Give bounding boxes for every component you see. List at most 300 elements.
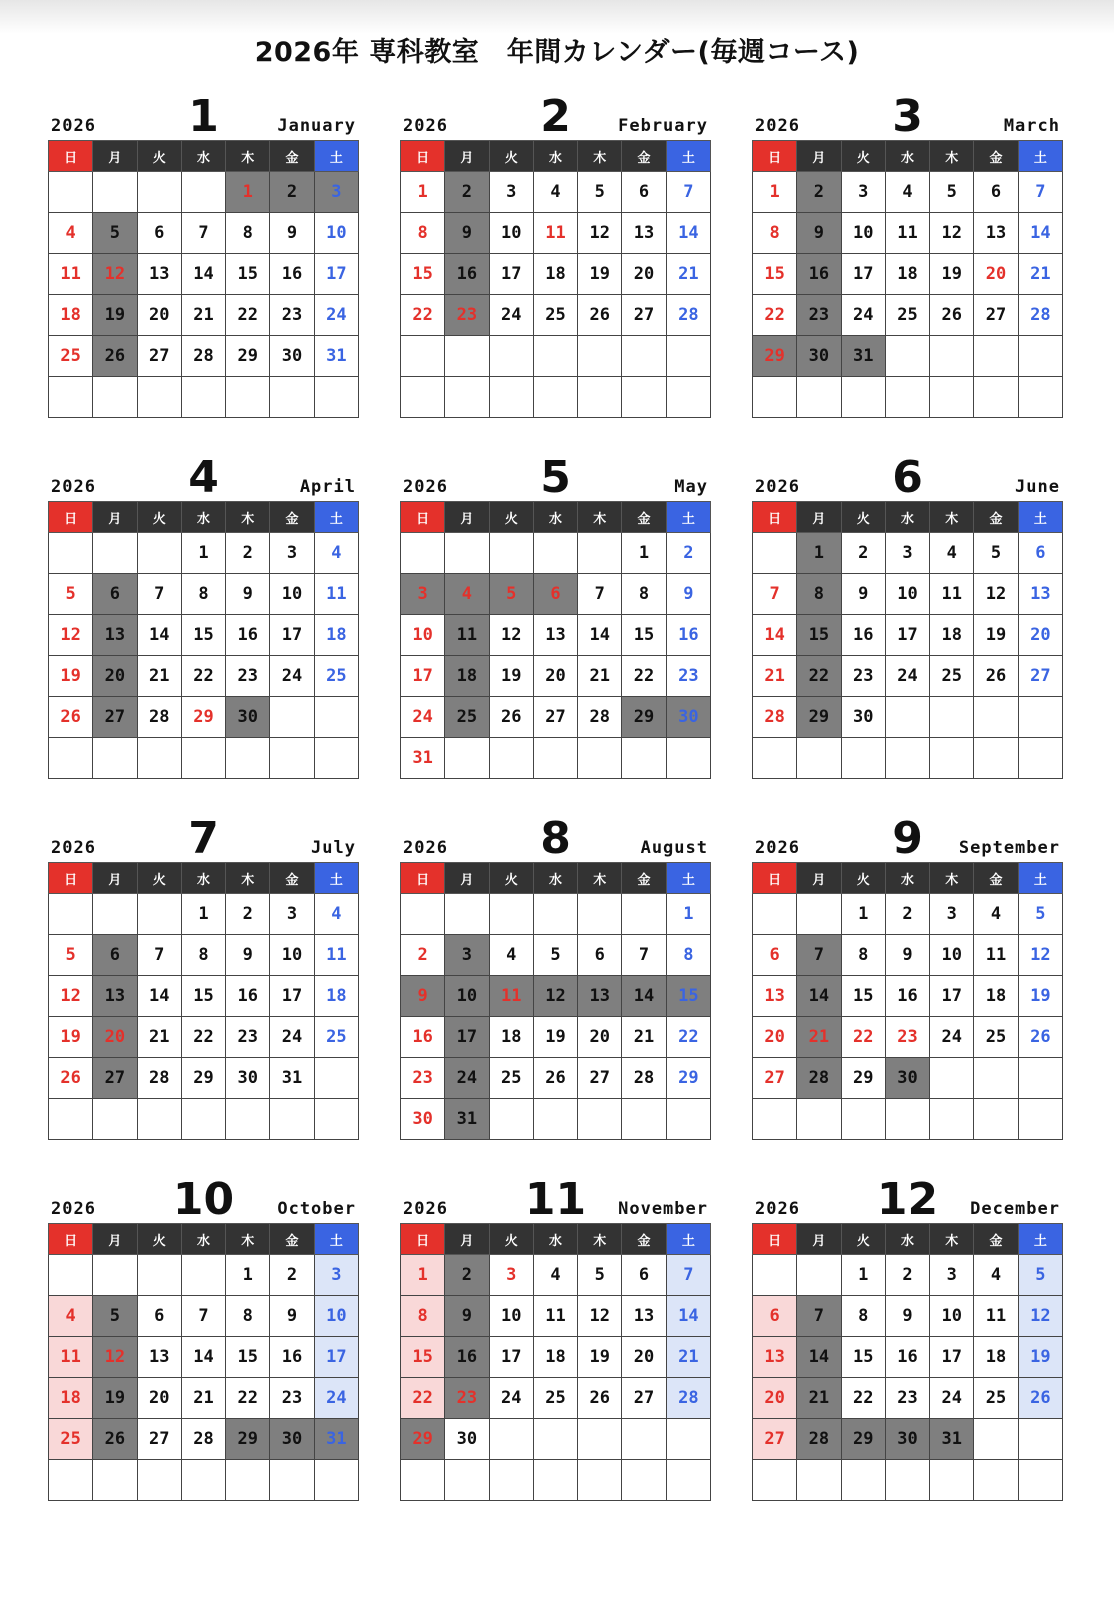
day-cell: 13 xyxy=(622,1296,666,1337)
empty-day-cell xyxy=(314,1058,358,1099)
day-cell: 11 xyxy=(49,1337,93,1378)
day-cell: 16 xyxy=(445,254,489,295)
empty-day-cell xyxy=(578,377,622,418)
weekday-header: 日 xyxy=(49,1224,93,1255)
weekday-header: 木 xyxy=(930,1224,974,1255)
week-row xyxy=(49,1017,359,1058)
day-cell: 11 xyxy=(533,1296,577,1337)
empty-day-cell xyxy=(93,1255,137,1296)
weekday-header: 日 xyxy=(753,141,797,172)
month-name: September xyxy=(958,838,1060,858)
day-cell: 23 xyxy=(841,656,885,697)
day-cell: 24 xyxy=(885,656,929,697)
empty-day-cell xyxy=(974,1099,1018,1140)
day-cell: 3 xyxy=(270,533,314,574)
weekday-header: 月 xyxy=(797,502,841,533)
day-cell: 4 xyxy=(930,533,974,574)
day-cell: 2 xyxy=(445,172,489,213)
month-calendar xyxy=(752,1173,1063,1501)
week-row xyxy=(49,1296,359,1337)
day-cell: 15 xyxy=(622,615,666,656)
empty-day-cell xyxy=(753,894,797,935)
day-cell: 4 xyxy=(974,1255,1018,1296)
day-cell: 18 xyxy=(533,254,577,295)
day-cell: 10 xyxy=(270,574,314,615)
day-cell: 26 xyxy=(93,1419,137,1460)
week-row xyxy=(401,1017,711,1058)
day-cell: 13 xyxy=(753,976,797,1017)
weekday-header-row xyxy=(753,502,1063,533)
day-cell: 3 xyxy=(930,1255,974,1296)
empty-day-cell xyxy=(622,1099,666,1140)
weekday-header-row xyxy=(49,1224,359,1255)
day-cell: 2 xyxy=(885,1255,929,1296)
day-cell: 21 xyxy=(181,295,225,336)
day-cell: 16 xyxy=(270,254,314,295)
day-cell: 28 xyxy=(578,697,622,738)
empty-day-cell xyxy=(578,738,622,779)
day-cell: 14 xyxy=(666,213,710,254)
empty-day-cell xyxy=(226,1460,270,1501)
weekday-header: 木 xyxy=(578,141,622,172)
day-cell: 29 xyxy=(797,697,841,738)
day-cell: 27 xyxy=(974,295,1018,336)
month-calendar xyxy=(752,90,1063,418)
empty-day-cell xyxy=(93,1099,137,1140)
day-cell: 17 xyxy=(445,1017,489,1058)
empty-day-cell xyxy=(622,336,666,377)
day-cell: 2 xyxy=(797,172,841,213)
empty-day-cell xyxy=(181,172,225,213)
week-row xyxy=(753,172,1063,213)
empty-day-cell xyxy=(49,1099,93,1140)
weekday-header: 金 xyxy=(974,1224,1018,1255)
day-cell: 17 xyxy=(841,254,885,295)
day-cell: 22 xyxy=(181,1017,225,1058)
day-cell: 6 xyxy=(753,1296,797,1337)
empty-day-cell xyxy=(578,336,622,377)
day-cell: 25 xyxy=(885,295,929,336)
year-label: 2026 xyxy=(403,477,448,497)
empty-day-cell xyxy=(533,533,577,574)
month-day-grid xyxy=(752,1223,1063,1501)
empty-day-cell xyxy=(93,172,137,213)
weekday-header: 水 xyxy=(885,141,929,172)
month-calendar xyxy=(48,1173,359,1501)
week-row xyxy=(49,1419,359,1460)
weekday-header: 日 xyxy=(753,1224,797,1255)
day-cell: 29 xyxy=(226,1419,270,1460)
weekday-header-row xyxy=(401,863,711,894)
empty-day-cell xyxy=(49,1460,93,1501)
day-cell: 6 xyxy=(622,172,666,213)
month-number: 11 xyxy=(524,1174,587,1225)
weekday-header: 水 xyxy=(885,1224,929,1255)
month-number: 7 xyxy=(188,813,219,864)
empty-day-cell xyxy=(137,1460,181,1501)
week-row xyxy=(49,1058,359,1099)
day-cell: 22 xyxy=(401,1378,445,1419)
week-row xyxy=(401,533,711,574)
week-row xyxy=(49,254,359,295)
day-cell: 9 xyxy=(226,574,270,615)
day-cell: 1 xyxy=(181,894,225,935)
day-cell: 8 xyxy=(753,213,797,254)
weekday-header: 月 xyxy=(445,863,489,894)
weekday-header: 日 xyxy=(753,863,797,894)
day-cell: 19 xyxy=(1018,976,1062,1017)
weekday-header-row xyxy=(753,1224,1063,1255)
empty-day-cell xyxy=(489,1460,533,1501)
day-cell: 9 xyxy=(841,574,885,615)
day-cell: 2 xyxy=(270,1255,314,1296)
day-cell: 17 xyxy=(314,1337,358,1378)
day-cell: 13 xyxy=(578,976,622,1017)
empty-day-cell xyxy=(974,738,1018,779)
day-cell: 23 xyxy=(401,1058,445,1099)
empty-day-cell xyxy=(49,172,93,213)
day-cell: 8 xyxy=(841,935,885,976)
day-cell: 15 xyxy=(841,1337,885,1378)
day-cell: 1 xyxy=(797,533,841,574)
day-cell: 24 xyxy=(489,295,533,336)
week-row xyxy=(401,894,711,935)
day-cell: 31 xyxy=(314,1419,358,1460)
weekday-header: 日 xyxy=(401,502,445,533)
weekday-header: 土 xyxy=(666,141,710,172)
day-cell: 22 xyxy=(226,1378,270,1419)
month-day-grid xyxy=(48,1223,359,1501)
day-cell: 6 xyxy=(137,1296,181,1337)
day-cell: 30 xyxy=(445,1419,489,1460)
empty-day-cell xyxy=(49,1255,93,1296)
weekday-header: 火 xyxy=(137,1224,181,1255)
month-header xyxy=(752,1173,1063,1223)
weekday-header: 金 xyxy=(622,141,666,172)
day-cell: 24 xyxy=(489,1378,533,1419)
day-cell: 12 xyxy=(974,574,1018,615)
day-cell: 6 xyxy=(622,1255,666,1296)
month-header xyxy=(752,90,1063,140)
week-row xyxy=(753,656,1063,697)
week-row xyxy=(753,1099,1063,1140)
weekday-header: 土 xyxy=(314,502,358,533)
day-cell: 28 xyxy=(753,697,797,738)
day-cell: 27 xyxy=(533,697,577,738)
month-header xyxy=(48,451,359,501)
day-cell: 22 xyxy=(797,656,841,697)
day-cell: 16 xyxy=(401,1017,445,1058)
day-cell: 21 xyxy=(1018,254,1062,295)
week-row xyxy=(753,1017,1063,1058)
year-label: 2026 xyxy=(51,838,96,858)
week-row xyxy=(753,1296,1063,1337)
week-row xyxy=(49,533,359,574)
weekday-header: 金 xyxy=(974,863,1018,894)
weekday-header: 木 xyxy=(578,502,622,533)
weekday-header: 水 xyxy=(181,502,225,533)
empty-day-cell xyxy=(137,1099,181,1140)
weekday-header: 金 xyxy=(622,863,666,894)
week-row xyxy=(401,1337,711,1378)
empty-day-cell xyxy=(885,697,929,738)
day-cell: 26 xyxy=(489,697,533,738)
weekday-header: 月 xyxy=(797,141,841,172)
day-cell: 24 xyxy=(314,295,358,336)
weekday-header: 火 xyxy=(137,141,181,172)
day-cell: 6 xyxy=(974,172,1018,213)
empty-day-cell xyxy=(533,894,577,935)
week-row xyxy=(401,172,711,213)
empty-day-cell xyxy=(93,738,137,779)
weekday-header: 火 xyxy=(841,141,885,172)
weekday-header: 木 xyxy=(226,141,270,172)
empty-day-cell xyxy=(49,894,93,935)
day-cell: 20 xyxy=(578,1017,622,1058)
day-cell: 17 xyxy=(270,976,314,1017)
empty-day-cell xyxy=(797,1460,841,1501)
empty-day-cell xyxy=(270,377,314,418)
week-row xyxy=(401,377,711,418)
day-cell: 28 xyxy=(622,1058,666,1099)
month-calendar xyxy=(752,812,1063,1140)
day-cell: 15 xyxy=(841,976,885,1017)
week-row xyxy=(49,738,359,779)
week-row xyxy=(401,574,711,615)
day-cell: 7 xyxy=(1018,172,1062,213)
day-cell: 22 xyxy=(401,295,445,336)
day-cell: 14 xyxy=(753,615,797,656)
day-cell: 7 xyxy=(666,172,710,213)
day-cell: 2 xyxy=(885,894,929,935)
empty-day-cell xyxy=(578,1419,622,1460)
day-cell: 26 xyxy=(578,1378,622,1419)
empty-day-cell xyxy=(137,1255,181,1296)
week-row xyxy=(753,574,1063,615)
day-cell: 20 xyxy=(622,254,666,295)
day-cell: 17 xyxy=(930,1337,974,1378)
day-cell: 8 xyxy=(622,574,666,615)
empty-day-cell xyxy=(930,697,974,738)
day-cell: 19 xyxy=(93,1378,137,1419)
day-cell: 3 xyxy=(930,894,974,935)
empty-day-cell xyxy=(445,336,489,377)
empty-day-cell xyxy=(622,738,666,779)
day-cell: 26 xyxy=(578,295,622,336)
empty-day-cell xyxy=(841,738,885,779)
week-row xyxy=(49,336,359,377)
day-cell: 4 xyxy=(49,213,93,254)
day-cell: 10 xyxy=(885,574,929,615)
day-cell: 30 xyxy=(270,1419,314,1460)
day-cell: 27 xyxy=(622,1378,666,1419)
weekday-header: 金 xyxy=(622,1224,666,1255)
empty-day-cell xyxy=(401,1460,445,1501)
day-cell: 2 xyxy=(666,533,710,574)
empty-day-cell xyxy=(797,1099,841,1140)
day-cell: 26 xyxy=(93,336,137,377)
day-cell: 19 xyxy=(49,1017,93,1058)
day-cell: 10 xyxy=(445,976,489,1017)
month-header xyxy=(400,812,711,862)
year-label: 2026 xyxy=(755,116,800,136)
day-cell: 19 xyxy=(93,295,137,336)
weekday-header: 日 xyxy=(753,502,797,533)
day-cell: 6 xyxy=(137,213,181,254)
day-cell: 21 xyxy=(578,656,622,697)
empty-day-cell xyxy=(1018,336,1062,377)
day-cell: 31 xyxy=(270,1058,314,1099)
day-cell: 15 xyxy=(753,254,797,295)
day-cell: 11 xyxy=(314,574,358,615)
day-cell: 10 xyxy=(841,213,885,254)
empty-day-cell xyxy=(181,377,225,418)
empty-day-cell xyxy=(930,336,974,377)
day-cell: 6 xyxy=(753,935,797,976)
weekday-header: 木 xyxy=(578,1224,622,1255)
empty-day-cell xyxy=(666,1419,710,1460)
day-cell: 13 xyxy=(137,1337,181,1378)
day-cell: 13 xyxy=(137,254,181,295)
weekday-header: 月 xyxy=(93,141,137,172)
month-day-grid xyxy=(752,140,1063,418)
empty-day-cell xyxy=(1018,1419,1062,1460)
week-row xyxy=(401,213,711,254)
day-cell: 23 xyxy=(445,295,489,336)
day-cell: 9 xyxy=(666,574,710,615)
day-cell: 21 xyxy=(753,656,797,697)
empty-day-cell xyxy=(489,738,533,779)
empty-day-cell xyxy=(578,894,622,935)
day-cell: 1 xyxy=(226,1255,270,1296)
empty-day-cell xyxy=(753,377,797,418)
empty-day-cell xyxy=(885,738,929,779)
empty-day-cell xyxy=(797,894,841,935)
weekday-header: 土 xyxy=(1018,502,1062,533)
empty-day-cell xyxy=(445,738,489,779)
day-cell: 25 xyxy=(314,1017,358,1058)
week-row xyxy=(753,336,1063,377)
day-cell: 13 xyxy=(753,1337,797,1378)
year-label: 2026 xyxy=(51,477,96,497)
week-row xyxy=(401,656,711,697)
week-row xyxy=(49,1099,359,1140)
day-cell: 12 xyxy=(578,213,622,254)
day-cell: 7 xyxy=(137,935,181,976)
weekday-header: 月 xyxy=(445,1224,489,1255)
week-row xyxy=(49,574,359,615)
weekday-header: 土 xyxy=(314,141,358,172)
month-calendar xyxy=(48,812,359,1140)
weekday-header: 土 xyxy=(1018,1224,1062,1255)
day-cell: 3 xyxy=(314,1255,358,1296)
month-day-grid xyxy=(48,501,359,779)
day-cell: 31 xyxy=(841,336,885,377)
day-cell: 21 xyxy=(622,1017,666,1058)
day-cell: 4 xyxy=(49,1296,93,1337)
weekday-header: 木 xyxy=(226,1224,270,1255)
day-cell: 17 xyxy=(401,656,445,697)
day-cell: 5 xyxy=(489,574,533,615)
empty-day-cell xyxy=(401,377,445,418)
day-cell: 12 xyxy=(578,1296,622,1337)
day-cell: 3 xyxy=(445,935,489,976)
day-cell: 29 xyxy=(622,697,666,738)
day-cell: 19 xyxy=(49,656,93,697)
month-name: August xyxy=(640,838,708,858)
day-cell: 17 xyxy=(314,254,358,295)
empty-day-cell xyxy=(666,336,710,377)
weekday-header: 金 xyxy=(270,1224,314,1255)
day-cell: 4 xyxy=(885,172,929,213)
day-cell: 8 xyxy=(401,213,445,254)
day-cell: 9 xyxy=(797,213,841,254)
empty-day-cell xyxy=(885,1099,929,1140)
day-cell: 9 xyxy=(885,1296,929,1337)
day-cell: 6 xyxy=(578,935,622,976)
day-cell: 25 xyxy=(533,295,577,336)
empty-day-cell xyxy=(841,377,885,418)
day-cell: 3 xyxy=(489,1255,533,1296)
day-cell: 12 xyxy=(49,976,93,1017)
day-cell: 11 xyxy=(489,976,533,1017)
day-cell: 9 xyxy=(401,976,445,1017)
day-cell: 19 xyxy=(930,254,974,295)
week-row xyxy=(401,1378,711,1419)
day-cell: 9 xyxy=(885,935,929,976)
month-day-grid xyxy=(752,862,1063,1140)
month-number: 8 xyxy=(540,813,571,864)
weekday-header-row xyxy=(49,141,359,172)
week-row xyxy=(49,894,359,935)
empty-day-cell xyxy=(797,377,841,418)
weekday-header-row xyxy=(401,502,711,533)
weekday-header: 日 xyxy=(49,141,93,172)
month-header xyxy=(752,812,1063,862)
week-row xyxy=(401,738,711,779)
empty-day-cell xyxy=(181,1460,225,1501)
week-row xyxy=(401,1419,711,1460)
empty-day-cell xyxy=(401,336,445,377)
day-cell: 24 xyxy=(401,697,445,738)
day-cell: 15 xyxy=(181,976,225,1017)
month-day-grid xyxy=(752,501,1063,779)
day-cell: 4 xyxy=(974,894,1018,935)
week-row xyxy=(401,1460,711,1501)
day-cell: 14 xyxy=(797,1337,841,1378)
weekday-header: 月 xyxy=(445,141,489,172)
day-cell: 9 xyxy=(270,1296,314,1337)
day-cell: 22 xyxy=(666,1017,710,1058)
day-cell: 28 xyxy=(797,1058,841,1099)
weekday-header: 水 xyxy=(885,502,929,533)
weekday-header: 日 xyxy=(49,502,93,533)
week-row xyxy=(49,295,359,336)
day-cell: 8 xyxy=(181,574,225,615)
day-cell: 1 xyxy=(753,172,797,213)
empty-day-cell xyxy=(137,172,181,213)
weekday-header: 火 xyxy=(841,863,885,894)
empty-day-cell xyxy=(974,336,1018,377)
month-day-grid xyxy=(48,140,359,418)
day-cell: 15 xyxy=(226,1337,270,1378)
day-cell: 5 xyxy=(930,172,974,213)
weekday-header-row xyxy=(49,863,359,894)
year-label: 2026 xyxy=(403,838,448,858)
day-cell: 11 xyxy=(49,254,93,295)
empty-day-cell xyxy=(270,697,314,738)
day-cell: 22 xyxy=(622,656,666,697)
